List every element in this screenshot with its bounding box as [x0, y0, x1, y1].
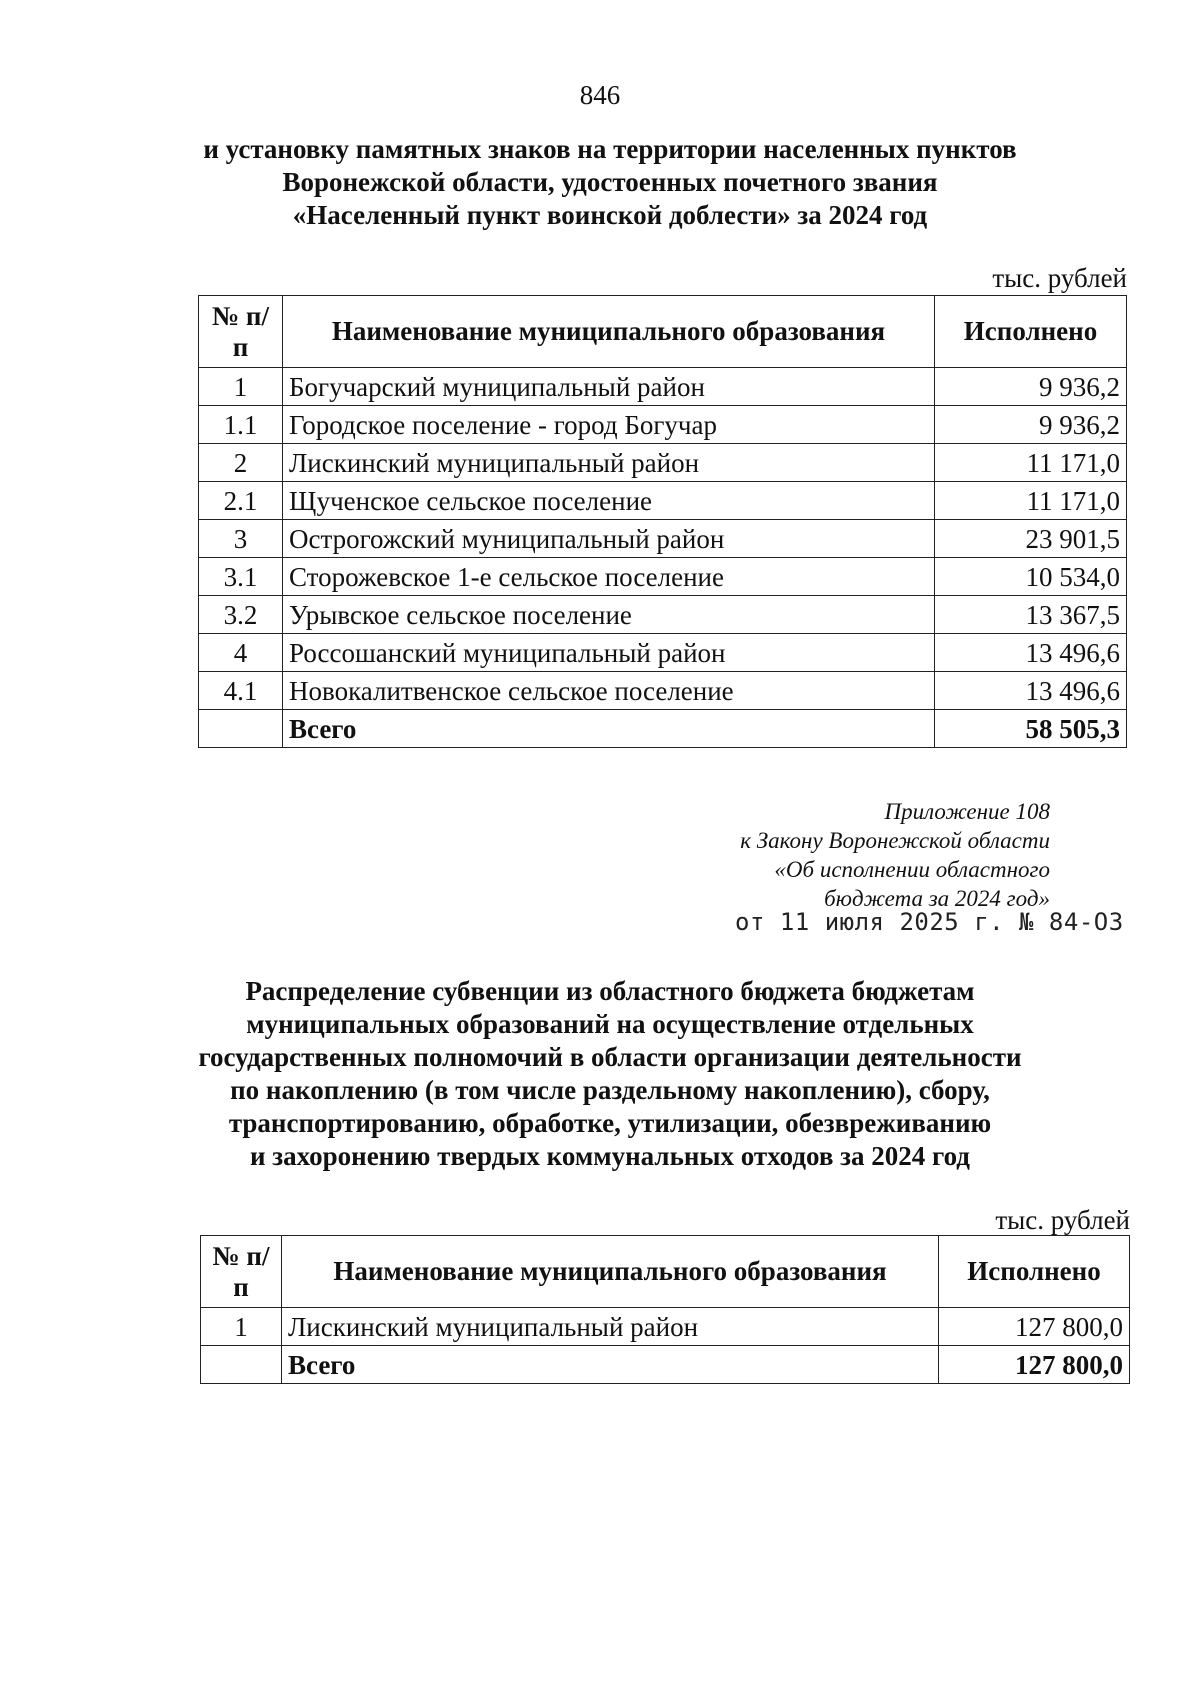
row-value: 11 171,0 — [935, 444, 1127, 482]
row-num: 3 — [199, 520, 283, 558]
section2-title-line: Распределение субвенции из областного бюджета бюджетам — [245, 976, 975, 1006]
table-row — [199, 482, 1127, 520]
row-num: 2 — [199, 444, 283, 482]
table-row — [199, 444, 1127, 482]
row-value: 23 901,5 — [935, 520, 1127, 558]
row-name: Щученское сельское поселение — [283, 482, 935, 520]
total-label: Всего — [282, 1346, 939, 1384]
section1-title-line: «Населенный пункт воинской доблести» за 2024 год — [292, 200, 928, 230]
section2-title — [160, 975, 1060, 1173]
row-num: 1 — [199, 368, 283, 406]
table-header-row — [199, 296, 1127, 368]
section2-title-line: государственных полномочий в области организации деятельности — [198, 1042, 1022, 1072]
row-name: Лискинский муниципальный район — [282, 1308, 939, 1346]
row-num: 4.1 — [199, 672, 283, 710]
row-value: 13 496,6 — [935, 672, 1127, 710]
table-row — [199, 634, 1127, 672]
row-name: Острогожский муниципальный район — [283, 520, 935, 558]
appendix-line: Приложение 108 — [884, 799, 1050, 824]
row-name: Городское поселение - город Богучар — [283, 406, 935, 444]
header-value: Исполнено — [935, 296, 1127, 368]
row-value: 9 936,2 — [935, 368, 1127, 406]
row-value: 9 936,2 — [935, 406, 1127, 444]
row-name: Сторожевское 1-е сельское поселение — [283, 558, 935, 596]
row-num: 3.2 — [199, 596, 283, 634]
row-num: 2.1 — [199, 482, 283, 520]
table-row — [199, 596, 1127, 634]
table-total-row — [199, 710, 1127, 748]
header-name: Наименование муниципального образования — [283, 296, 935, 368]
total-label: Всего — [283, 710, 935, 748]
section1-units: тыс. рублей — [992, 263, 1127, 293]
table-row — [199, 672, 1127, 710]
section2-title-line: по накоплению (в том числе раздельному накоплению), сбору, — [230, 1075, 990, 1105]
row-name: Урывское сельское поселение — [283, 596, 935, 634]
row-name: Лискинский муниципальный район — [283, 444, 935, 482]
row-name: Россошанский муниципальный район — [283, 634, 935, 672]
table-row — [199, 368, 1127, 406]
section1-table — [198, 295, 1127, 748]
row-num: 1 — [201, 1308, 282, 1346]
table-row — [199, 558, 1127, 596]
row-num: 1.1 — [199, 406, 283, 444]
header-num: № п/п — [199, 296, 283, 368]
section2-title-line: муниципальных образований на осуществление отдельных — [246, 1009, 974, 1039]
row-num: 4 — [199, 634, 283, 672]
table-row — [199, 406, 1127, 444]
table-total-row — [201, 1346, 1130, 1384]
header-num: № п/п — [201, 1236, 282, 1308]
total-num-empty — [199, 710, 283, 748]
law-date-stamp: от 11 июля 2025 г. № 84-ОЗ — [735, 908, 1124, 936]
row-value: 13 367,5 — [935, 596, 1127, 634]
section2-units: тыс. рублей — [995, 1205, 1130, 1235]
section2-table — [200, 1235, 1130, 1384]
appendix-line: бюджета за 2024 год» — [824, 886, 1050, 911]
section1-title — [160, 133, 1060, 232]
row-value: 10 534,0 — [935, 558, 1127, 596]
row-name: Новокалитвенское сельское поселение — [283, 672, 935, 710]
appendix-line: «Об исполнении областного — [774, 857, 1050, 882]
row-value: 11 171,0 — [935, 482, 1127, 520]
appendix-line: к Закону Воронежской области — [740, 828, 1050, 853]
appendix-caption — [740, 797, 1050, 913]
page-number: 846 — [579, 80, 621, 110]
row-value: 13 496,6 — [935, 634, 1127, 672]
total-num-empty — [201, 1346, 282, 1384]
table-row — [201, 1308, 1130, 1346]
row-value: 127 800,0 — [939, 1308, 1130, 1346]
row-num: 3.1 — [199, 558, 283, 596]
row-name: Богучарский муниципальный район — [283, 368, 935, 406]
total-value: 127 800,0 — [939, 1346, 1130, 1384]
header-name: Наименование муниципального образования — [282, 1236, 939, 1308]
section2-title-line: и захоронению твердых коммунальных отходов за 2024 год — [250, 1141, 970, 1171]
section2-title-line: транспортированию, обработке, утилизации, обезвреживанию — [228, 1108, 992, 1138]
section1-title-line: Воронежской области, удостоенных почетного звания — [282, 167, 938, 197]
table-header-row — [201, 1236, 1130, 1308]
section1-title-line: и установку памятных знаков на территории населенных пунктов — [203, 134, 1017, 164]
total-value: 58 505,3 — [935, 710, 1127, 748]
table-row — [199, 520, 1127, 558]
header-value: Исполнено — [939, 1236, 1130, 1308]
